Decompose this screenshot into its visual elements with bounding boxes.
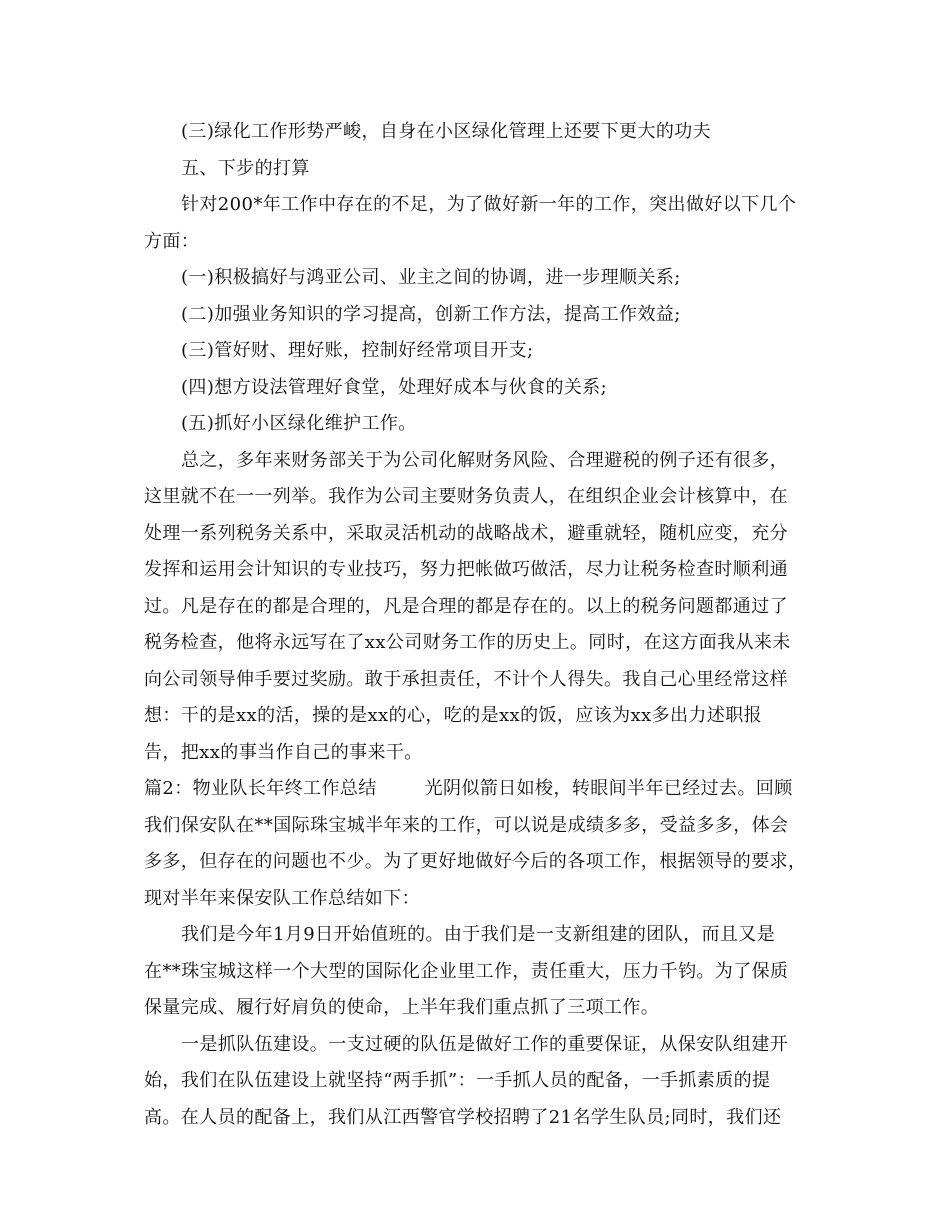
paragraph-line: 方面： [144,230,200,252]
section-heading: 五、下步的打算 [181,157,310,179]
article-intro: 光阴似箭日如梭，转眼间半年已经过去。回顾 [424,778,793,799]
document-page [144,114,810,1136]
article-heading-line [144,771,810,808]
list-item: (一)积极搞好与鸿亚公司、业主之间的协调，进一步理顺关系; [181,267,681,288]
paragraph-line: 总之，多年来财务部关于为公司化解财务风险、合理避税的例子还有很多， [181,449,789,471]
paragraph-line: 税务检查，他将永远写在了xx公司财务工作的历史上。同时，在这方面我从来未 [144,632,791,653]
list-item: (二)加强业务知识的学习提高，创新工作方法，提高工作效益; [181,303,681,325]
paragraph-line: 处理一系列税务关系中，采取灵活机动的战略战术，避重就轻，随机应变，充分 [144,522,788,544]
paragraph-line: 向公司领导伸手要过奖励。敢于承担责任，不计个人得失。我自己心里经常这样 [144,668,788,690]
paragraph-line: 我们保安队在**国际珠宝城半年来的工作，可以说是成绩多多，受益多多，体会 [144,814,789,836]
list-item: (三)管好财、理好账，控制好经常项目开支; [181,340,534,361]
paragraph-line: (三)绿化工作形势严峻，自身在小区绿化管理上还要下更大的功夫 [181,121,712,142]
list-item: (五)抓好小区绿化维护工作。 [181,413,417,434]
paragraph-line: 现对半年来保安队工作总结如下： [144,887,420,909]
paragraph-line: 在**珠宝城这样一个大型的国际化企业里工作，责任重大，压力千钧。为了保质 [144,960,789,982]
paragraph-line: 过。凡是存在的都是合理的，凡是合理的都是存在的。以上的税务问题都通过了 [144,595,788,617]
paragraph-line: 一是抓队伍建设。一支过硬的队伍是做好工作的重要保证，从保安队组建开 [181,1033,789,1055]
paragraph-line: 告，把xx的事当作自己的事来干。 [144,741,423,763]
paragraph-line: 这里就不在一一列举。我作为公司主要财务负责人，在组织企业会计核算中，在 [144,486,788,507]
paragraph-line: 发挥和运用会计知识的专业技巧，努力把帐做巧做活，尽力让税务检查时顺利通 [144,559,788,580]
paragraph-line: 多多，但存在的问题也不少。为了更好地做好今后的各项工作，根据领导的要求， [144,851,807,872]
paragraph-line: 针对200*年工作中存在的不足，为了做好新一年的工作，突出做好以下几个 [181,194,797,215]
paragraph-line: 始，我们在队伍建设上就坚持“两手抓”：一手抓人员的配备，一手抓素质的提 [144,1070,771,1091]
list-item: (四)想方设法管理好食堂，处理好成本与伙食的关系; [181,376,608,398]
paragraph-line: 想：干的是xx的活，操的是xx的心，吃的是xx的饭，应该为xx多出力述职报 [144,705,763,726]
paragraph-line: 我们是今年1月9日开始值班的。由于我们是一支新组建的团队，而且又是 [181,924,776,945]
paragraph-line: 保量完成、履行好肩负的使命，上半年我们重点抓了三项工作。 [144,997,660,1018]
paragraph-line: 高。在人员的配备上，我们从江西警官学校招聘了21名学生队员;同时，我们还 [144,1106,782,1128]
article-title: 篇2：物业队长年终工作总结 [144,778,377,799]
